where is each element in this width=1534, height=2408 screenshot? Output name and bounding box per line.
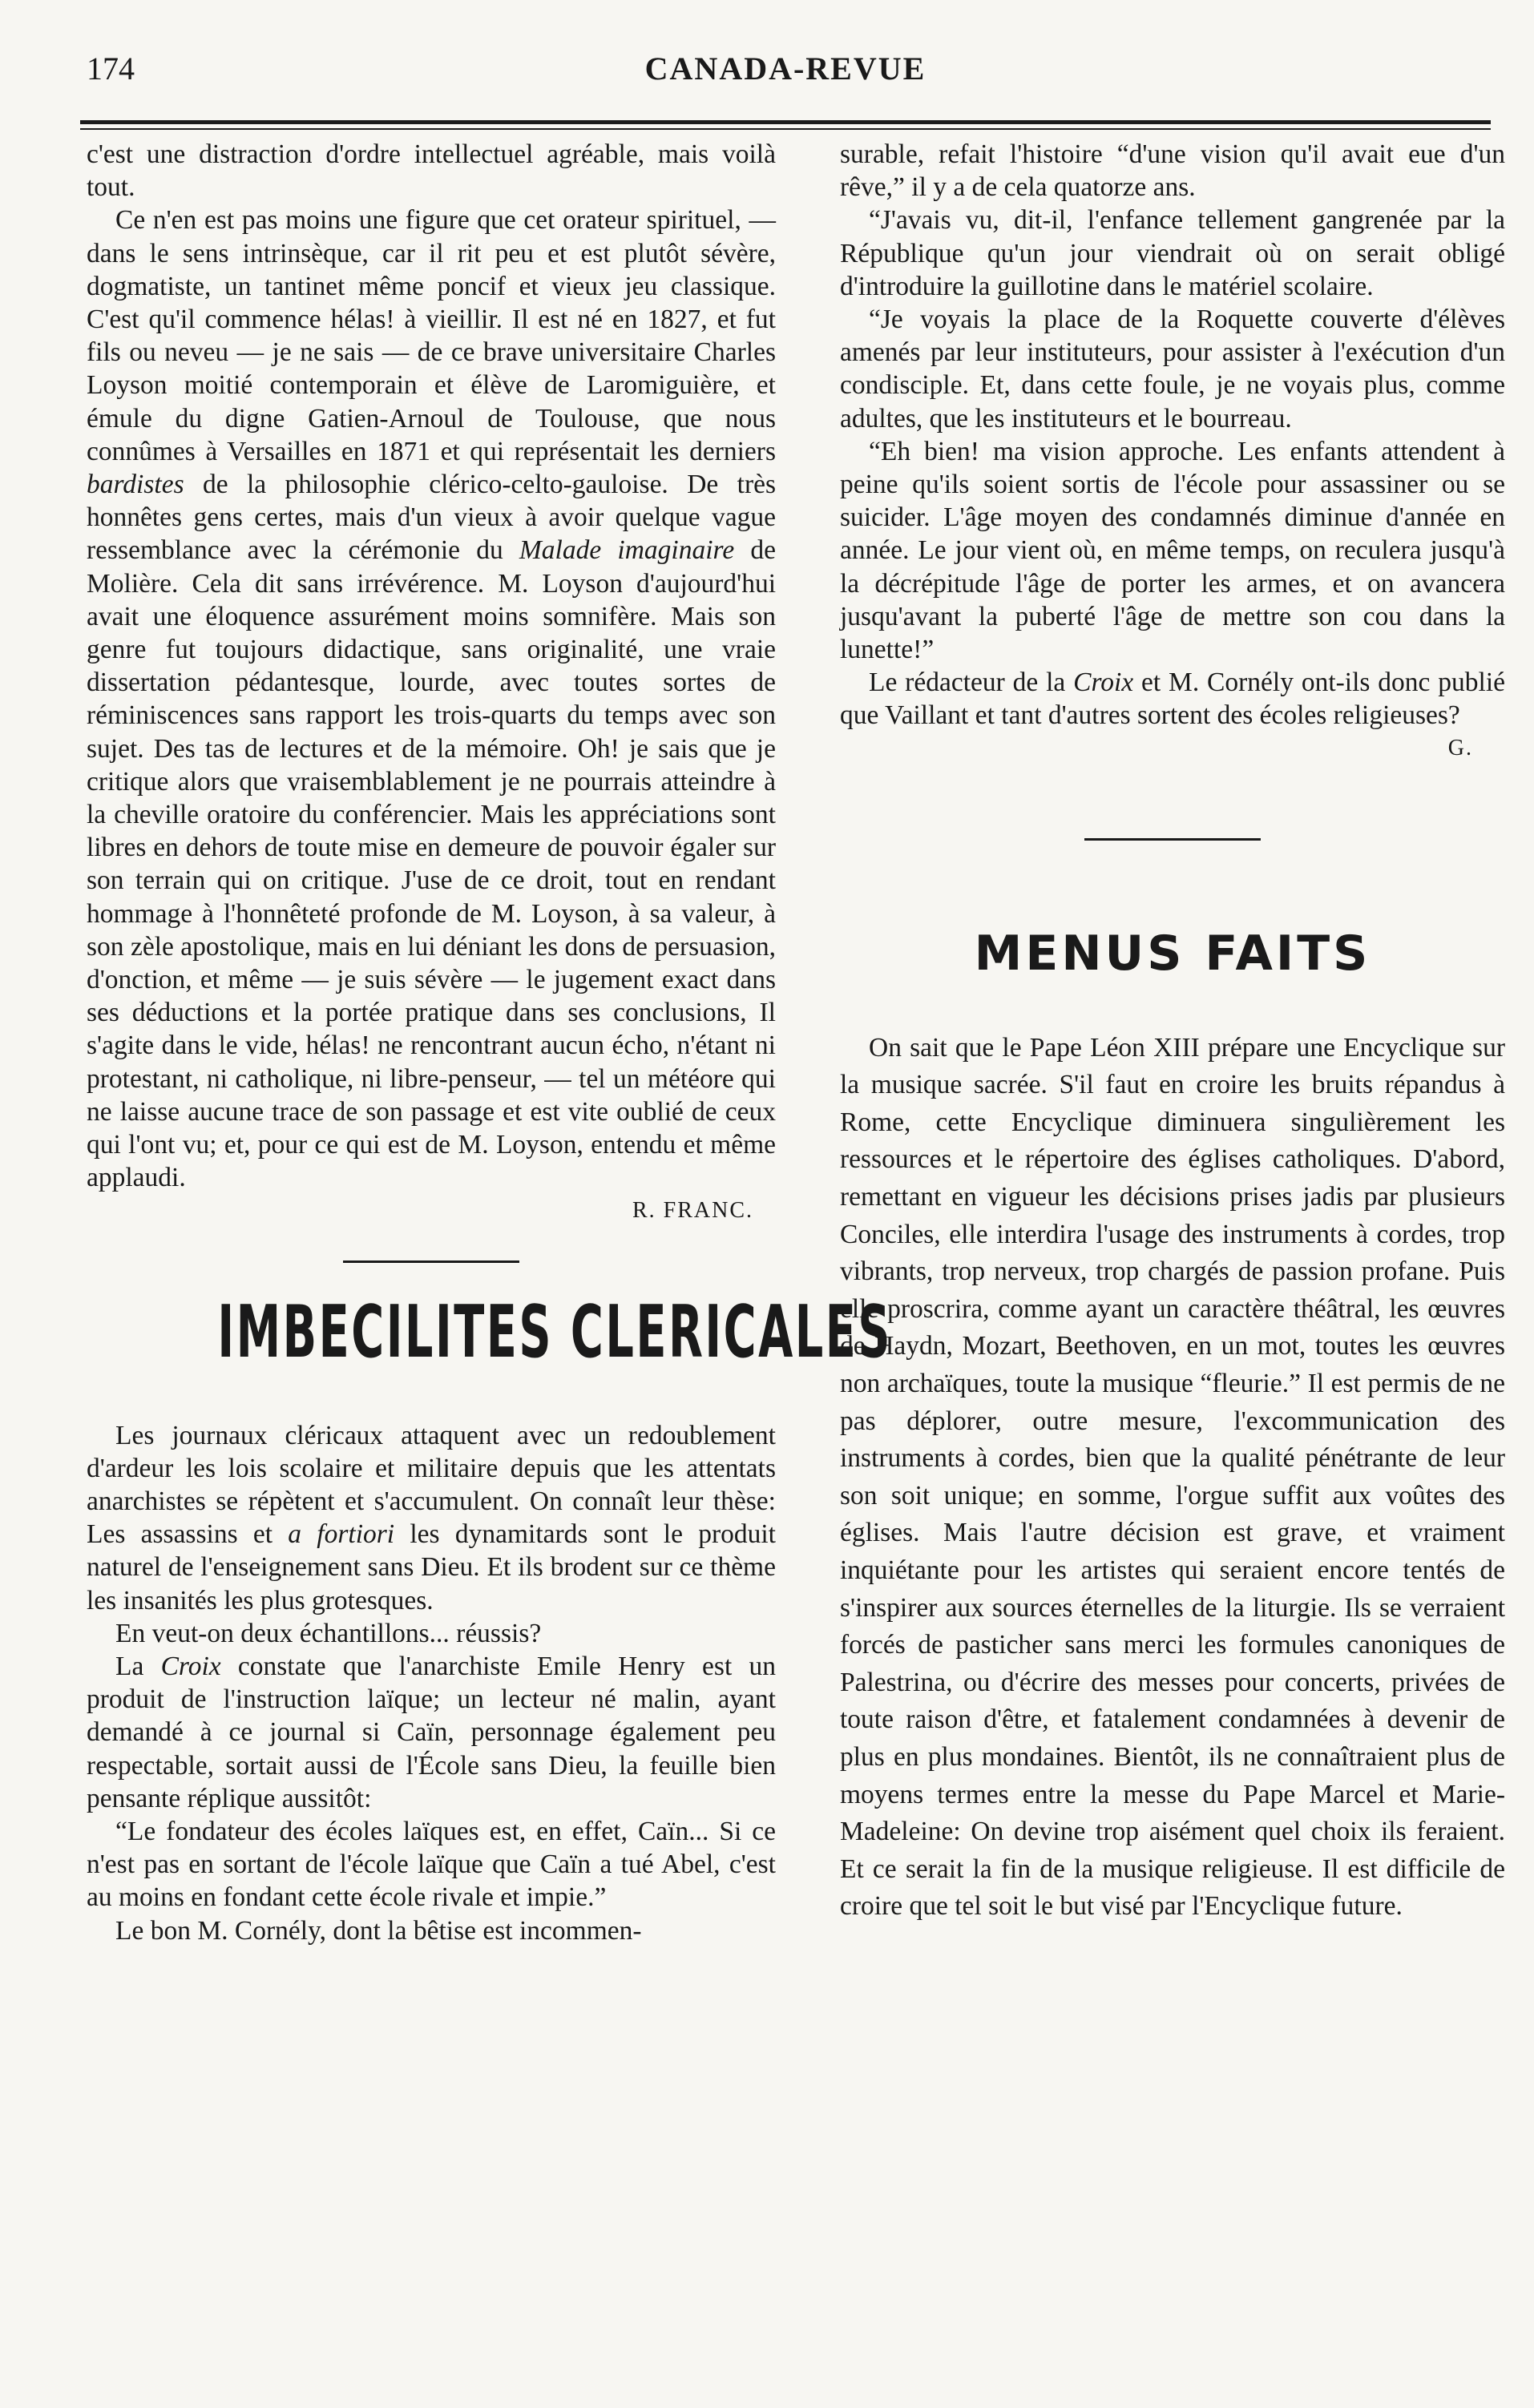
header-rule-thick [80,120,1491,124]
italic-journal-name: Croix [160,1651,221,1681]
paragraph: Le rédacteur de la Croix et M. Cornély ont-ils donc publié que Vaillant et tant d'autres sortent des écoles religieuses? [840,668,1505,731]
italic-phrase: a fortiori [288,1519,395,1550]
paragraph: La Croix constate que l'anarchiste Emile Henry est un produit de l'instruction laïque; un lecteur né malin, ayant demandé à ce journal si Caïn, personnage également peu respectable, sortait aussi de l'École sans Dieu, la feuille bien pensante réplique aussitôt: [87,1651,776,1813]
italic-term: bardistes [87,470,184,500]
section-heading: IMBECILITES CLERICALES [217,1289,893,1374]
page-number: 174 [87,50,135,87]
section-heading: MENUS FAITS [974,925,1371,982]
paragraph: surable, refait l'histoire “d'une vision qu'il avait eue d'un rêve,” il y a de cela quatorze ans. [840,139,1505,203]
paragraph: On sait que le Pape Léon XIII prépare une Encyclique sur la musique sacrée. S'il faut en croire les bruits répandus à Rome, cette Encyclique diminuera singulièrement les ressources et le répertoire des églises catholiques. D'abord, remettant en vigueur les décisions prises jadis par plusieurs Conciles, elle interdira l'usage des instruments à cordes, trop vibrants, trop nerveux, trop chargés de passion profane. Puis elle proscrira, comme ayant un caractère théâtral, les œuvres de Haydn, Mozart, Beethoven, en un mot, toutes les œuvres non archaïques, toute la musique “fleurie.” Il est permis de ne pas déplorer, outre mesure, l'excommunication des instruments à cordes, bien que la qualité pénétrante de leur son soit unique; en somme, l'orgue suffit aux voûtes des églises. Mais l'autre décision est grave, et vraiment inquiétante pour les artistes qui seraient encore tentés de s'inspirer aux sources éternelles de la liturgie. Ils se verraient forcés de pasticher sans merci les formules canoniques de Palestrina, ou d'écrire des messes pour concerts, privées de toute raison d'être, et fatalement condamnées à devenir de plus en plus mondaines. Bientôt, ils ne connaîtraient plus de moyens termes entre la messe du Pape Marcel et Marie-Madeleine: On devine trop aisément quel choix ils feraient. Et ce serait la fin de la musique religieuse. Il est difficile de croire que tel soit le but visé par l'Encyclique future. [840,1032,1505,1922]
italic-title: Malade imaginaire [519,535,735,566]
header-rule-thin [80,128,1491,130]
right-column [840,138,1505,1926]
left-column [87,138,893,1947]
section-divider [1084,838,1261,841]
italic-journal-name: Croix [1073,668,1134,698]
author-signature: R. FRANC. [632,1197,753,1223]
quotation: “Je voyais la place de la Roquette couverte d'élèves amenés par leur instituteurs, pour assister à l'exécution d'un condisciple. Et, dans cette foule, je ne voyais plus, comme adultes, que les instituteurs et le bourreau. [840,305,1505,434]
quotation: “J'avais vu, dit-il, l'enfance tellement gangrenée par la République qu'un jour viendrait où on serait obligé d'introduire la guillotine dans le matériel scolaire. [840,205,1505,301]
paragraph: En veut-on deux échantillons... réussis? [115,1618,542,1648]
journal-title: CANADA-REVUE [644,50,926,87]
paragraph: c'est une distraction d'ordre intellectuel agréable, mais voilà tout. [87,139,776,203]
paragraph-loyson: Ce n'en est pas moins une figure que cet orateur spirituel, — dans le sens intrinsèque, car il rit peu et est plutôt sévère, dogmatiste, un tantinet même poncif et vieux jeu classique. C'est qu'il commence hélas! à vieillir. Il est né en 1827, et fut fils ou neveu — je ne sais — de ce brave universitaire Charles Loyson moitié contemporain et élève de Laromiguière, et émule du digne Gatien-Arnoul de Toulouse, que nous connûmes à Versailles en 1871 et qui représentait les derniers bardistes de la philosophie clérico-celto-gauloise. De très honnêtes gens certes, mais d'un vieux à avoir quelque vague ressemblance avec la cérémonie du Malade imaginaire de Molière. Cela dit sans irrévérence. M. Loyson d'aujourd'hui avait une éloquence assurément moins somnifère. Mais son genre fut toujours didactique, sans originalité, une vraie dissertation pédantesque, lourde, avec toutes sortes de réminiscences sans rapport les trois-quarts du temps avec son sujet. Des tas de lectures et de la mémoire. Oh! je sais que je critique alors que vraisemblablement je ne pourrais atteindre à la cheville oratoire du conférencier. Mais les appréciations sont libres en dehors de toute mise en demeure de pouvoir égaler sur son terrain qui on critique. J'use de ce droit, tout en rendant hommage à l'honnêteté profonde de M. Loyson, à sa valeur, à son zèle apostolique, mais en lui déniant les dons de persuasion, d'onction, et même — je suis sévère — le jugement exact dans ses déductions et la portée pratique dans ses conclusions, Il s'agite dans le vide, hélas! ne rencontrant aucun écho, n'étant ni protestant, ni catholique, ni libre-penseur, — tel un météore qui ne laisse aucune trace de son passage et est vite oublié de ceux qui l'ont vu; et, pour ce qui est de M. Loyson, entendu et même applaudi. [87,205,777,1193]
quotation: “Eh bien! ma vision approche. Les enfants attendent à peine qu'ils soient sortis de l'école pour assassiner ou se suicider. L'âge moyen des condamnés diminue d'année en année. Le jour vient où, en même temps, on reculera jusqu'à la décrépitude l'âge de porter les armes, et on avancera jusqu'avant la puberté l'âge de mettre son cou dans la lunette!” [840,436,1505,665]
section-divider [343,1260,519,1263]
quotation: “Le fondateur des écoles laïques est, en effet, Caïn... Si ce n'est pas en sortant de l'école laïque que Caïn a tué Abel, c'est au moins en fondant cette école rivale et impie.” [87,1816,776,1913]
paragraph: Le bon M. Cornély, dont la bêtise est incommen- [115,1915,642,1946]
paragraph: Les journaux cléricaux attaquent avec un redoublement d'ardeur les lois scolaire et militaire depuis que les attentats anarchistes se répètent et s'accumulent. On connaît leur thèse: Les assassins et a fortiori les dynamitards sont le produit naturel de l'enseignement sans Dieu. Et ils brodent sur ce thème les insanités les plus grotesques. [87,1420,776,1615]
author-signature: G. [1447,735,1473,760]
running-header [80,50,1491,98]
